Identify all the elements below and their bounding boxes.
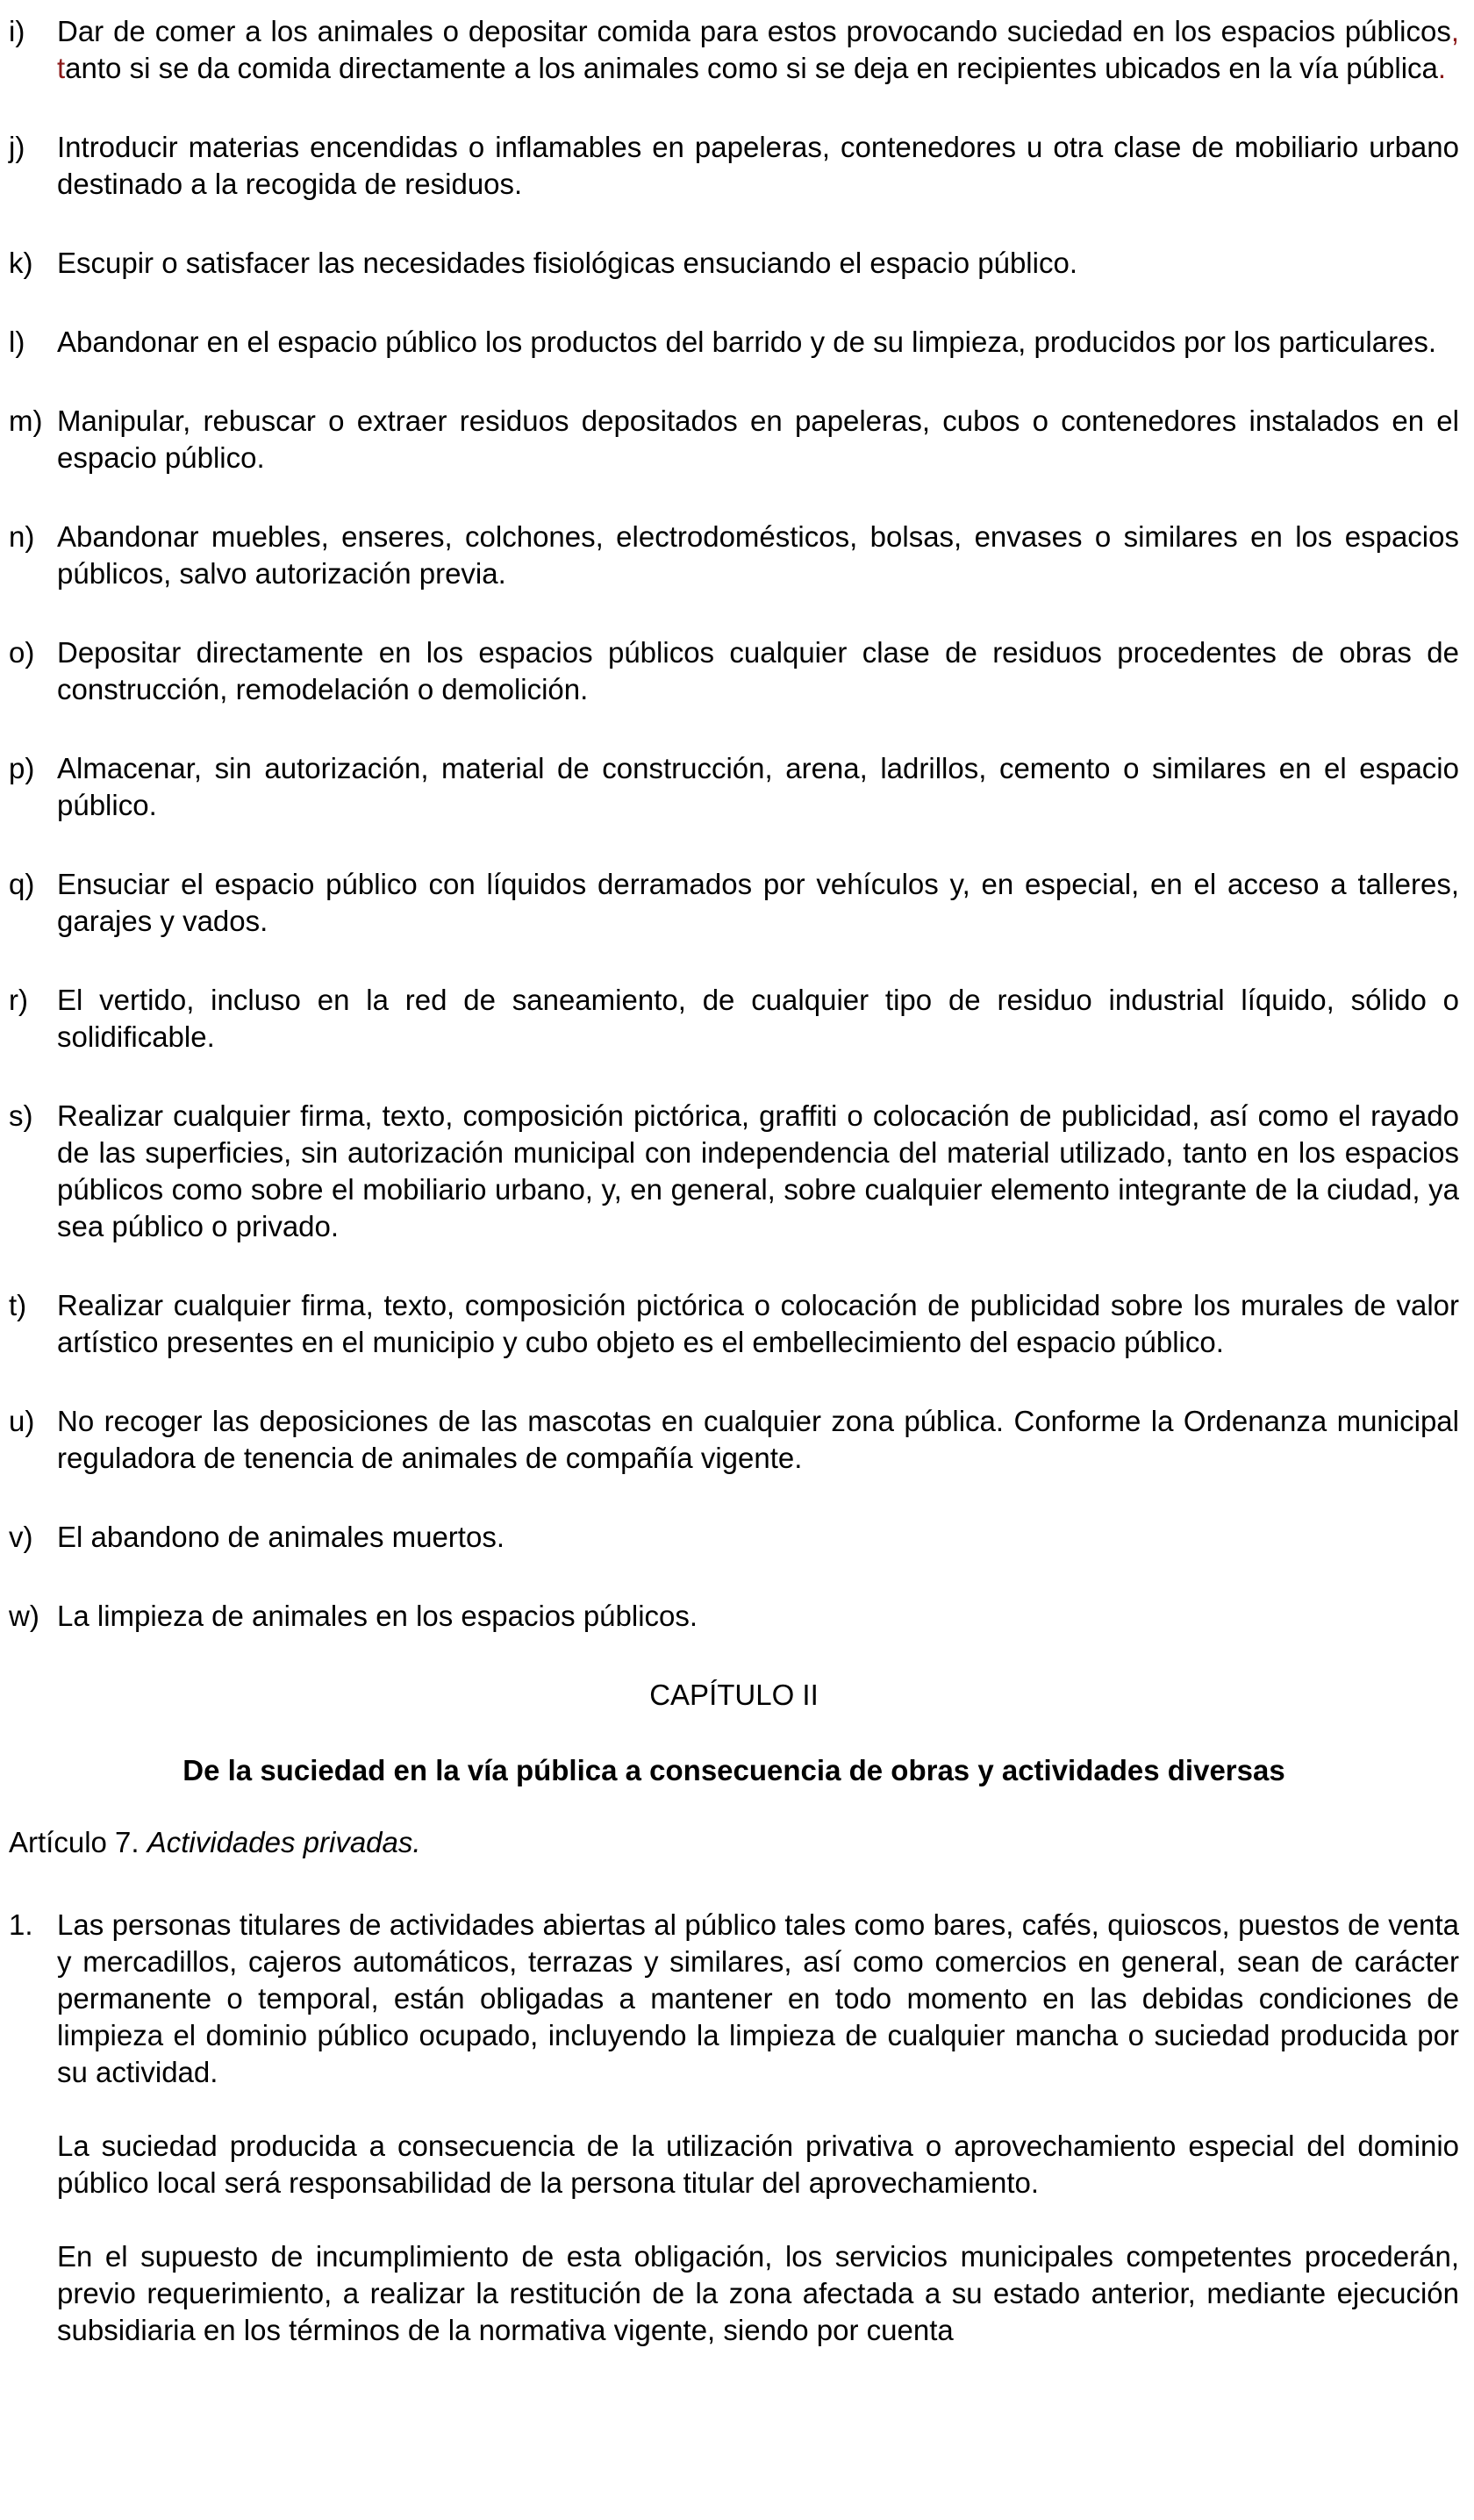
item-marker: o) bbox=[9, 636, 35, 669]
list-item-o bbox=[9, 634, 1459, 708]
list-item-j bbox=[9, 129, 1459, 203]
list-item-s bbox=[9, 1098, 1459, 1245]
paragraph: En el supuesto de incumplimiento de esta obligación, los servicios municipales competentes procederán, previo requerimiento, a realizar la restitución de la zona afectada a su estado anterior, mediante ejecución subsidiaria en los términos de la normativa vigente, siendo por cuenta bbox=[57, 2240, 1459, 2346]
item-marker: p) bbox=[9, 752, 35, 784]
item-text: Realizar cualquier firma, texto, composición pictórica, graffiti o colocación de publicidad, así como el rayado de las superficies, sin autorización municipal con independencia del material utilizado, tanto en los espacios públicos como sobre el mobiliario urbano, y, en general, sobre cualquier elemento integrante de la ciudad, ya sea público o privado. bbox=[57, 1099, 1459, 1242]
item-text: Almacenar, sin autorización, material de construcción, arena, ladrillos, cemento o similares en el espacio público. bbox=[57, 752, 1459, 821]
item-marker: w) bbox=[9, 1600, 39, 1632]
paragraph: Las personas titulares de actividades abiertas al público tales como bares, cafés, quioscos, puestos de venta y mercadillos, cajeros automáticos, terrazas y similares, así como comercios en general, sean de carácter permanente o temporal, están obligadas a mantener en todo momento en las debidas condiciones de limpieza el dominio público ocupado, incluyendo la limpieza de cualquier mancha o suciedad producida por su actividad. bbox=[57, 1908, 1459, 2088]
article-heading bbox=[9, 1824, 1459, 1861]
item-marker: j) bbox=[9, 131, 25, 163]
item-text: Abandonar muebles, enseres, colchones, electrodomésticos, bolsas, envases o similares en los espacios públicos, salvo autorización previa. bbox=[57, 520, 1459, 590]
item-marker: r) bbox=[9, 984, 28, 1016]
item-text: Introducir materias encendidas o inflamables en papeleras, contenedores u otra clase de mobiliario urbano destinado a la recogida de residuos. bbox=[57, 131, 1459, 200]
item-marker: 1. bbox=[9, 1908, 33, 1941]
item-marker: u) bbox=[9, 1405, 35, 1437]
item-text: Manipular, rebuscar o extraer residuos depositados en papeleras, cubos o contenedores instalados en el espacio público. bbox=[57, 404, 1459, 474]
item-marker: m) bbox=[9, 404, 43, 437]
chapter-subtitle: De la suciedad en la vía pública a consecuencia de obras y actividades diversas bbox=[182, 1754, 1285, 1786]
list-item-l bbox=[9, 324, 1459, 361]
list-item-p bbox=[9, 750, 1459, 824]
numbered-item-1 bbox=[9, 1907, 1459, 2349]
item-marker: i) bbox=[9, 15, 25, 47]
list-item-m bbox=[9, 403, 1459, 476]
item-marker: v) bbox=[9, 1521, 33, 1553]
list-item-v bbox=[9, 1519, 1459, 1556]
item-text: Dar de comer a los animales o depositar comida para estos provocando suciedad en los espacios públicos, tanto si se da comida directamente a los animales como si se deja en recipientes ubicados en la vía pública. bbox=[57, 15, 1459, 84]
list-item-w bbox=[9, 1598, 1459, 1635]
item-marker: k) bbox=[9, 247, 33, 279]
list-item-u bbox=[9, 1403, 1459, 1477]
item-text: El vertido, incluso en la red de saneamiento, de cualquier tipo de residuo industrial líquido, sólido o solidificable. bbox=[57, 984, 1459, 1053]
list-item-n bbox=[9, 519, 1459, 592]
item-text: Escupir o satisfacer las necesidades fisiológicas ensuciando el espacio público. bbox=[57, 247, 1077, 279]
paragraph: La suciedad producida a consecuencia de la utilización privativa o aprovechamiento especial del dominio público local será responsabilidad de la persona titular del aprovechamiento. bbox=[57, 2130, 1459, 2199]
item-text: Realizar cualquier firma, texto, composición pictórica o colocación de publicidad sobre los murales de valor artístico presentes en el municipio y cubo objeto es el embellecimiento del espacio público. bbox=[57, 1289, 1459, 1358]
item-marker: s) bbox=[9, 1099, 33, 1132]
list-item-r bbox=[9, 982, 1459, 1056]
item-text: Depositar directamente en los espacios públicos cualquier clase de residuos procedentes de obras de construcción, remodelación o demolición. bbox=[57, 636, 1459, 705]
item-marker: l) bbox=[9, 326, 25, 358]
article-title: Actividades privadas. bbox=[147, 1826, 421, 1858]
list-item-t bbox=[9, 1287, 1459, 1361]
list-item-q bbox=[9, 866, 1459, 940]
item-text: El abandono de animales muertos. bbox=[57, 1521, 504, 1553]
list-item-k bbox=[9, 245, 1459, 282]
item-body bbox=[57, 1907, 1459, 2349]
item-text: Abandonar en el espacio público los productos del barrido y de su limpieza, producidos por los particulares. bbox=[57, 326, 1437, 358]
item-text: Ensuciar el espacio público con líquidos derramados por vehículos y, en especial, en el acceso a talleres, garajes y vados. bbox=[57, 868, 1459, 937]
item-marker: q) bbox=[9, 868, 35, 900]
chapter-heading: CAPÍTULO II bbox=[649, 1679, 819, 1711]
article-number: Artículo 7. bbox=[9, 1826, 147, 1858]
item-text: La limpieza de animales en los espacios públicos. bbox=[57, 1600, 698, 1632]
item-marker: t) bbox=[9, 1289, 27, 1321]
item-text: No recoger las deposiciones de las mascotas en cualquier zona pública. Conforme la Ordenanza municipal reguladora de tenencia de animales de compañía vigente. bbox=[57, 1405, 1459, 1474]
item-marker: n) bbox=[9, 520, 35, 553]
list-item-i bbox=[9, 13, 1459, 87]
